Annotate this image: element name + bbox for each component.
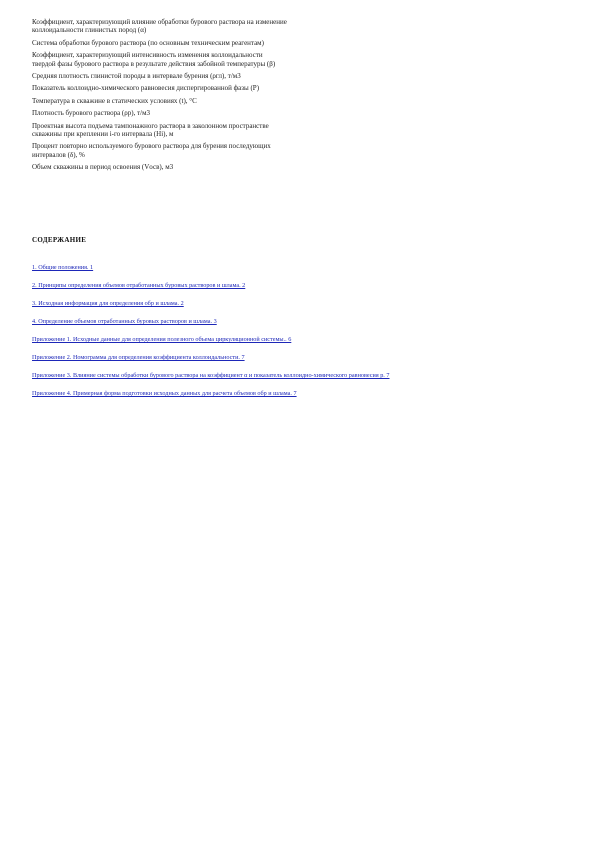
toc-item — [32, 382, 452, 400]
toc-link[interactable]: Приложение 2. Номограмма для определения коэффициента коллоидальности. 7 — [32, 354, 245, 361]
toc-item — [32, 274, 452, 292]
toc-link[interactable]: 2. Принципы определения объемов отработанных буровых растворов и шлама. 2 — [32, 282, 246, 289]
toc-link[interactable]: Приложение 1. Исходные данные для определения полезного объема циркуляционной системы.. 6 — [32, 336, 292, 343]
toc-heading: СОДЕРЖАНИЕ — [32, 236, 87, 244]
toc-item — [32, 328, 452, 346]
term-item: Коэффициент, характеризующий влияние обработки бурового раствора на изменение коллоидальности глинистых пород (α) — [32, 18, 287, 35]
term-item: Средняя плотность глинистой породы в интервале бурения (ρгл), т/м3 — [32, 72, 241, 81]
term-list — [32, 18, 288, 176]
toc-item — [32, 256, 452, 274]
toc-link[interactable]: Приложение 4. Примерная форма подготовки исходных данных для расчета объемов обр и шлама. 7 — [32, 390, 297, 397]
toc-item — [32, 292, 452, 310]
toc-item — [32, 346, 452, 364]
term-item: Процент повторно используемого бурового раствора для бурения последующих интервалов (δ), % — [32, 142, 271, 159]
term-item: Объем скважины в период освоения (Vосв), м3 — [32, 163, 174, 172]
toc-link[interactable]: 3. Исходная информация для определения обр и шлама. 2 — [32, 300, 184, 307]
term-item: Температура в скважине в статических условиях (t), °С — [32, 96, 197, 105]
term-item: Плотность бурового раствора (ρр), т/м3 — [32, 109, 151, 118]
term-item: Коэффициент, характеризующий интенсивность изменения коллоидальности твердой фазы бурового раствора в результате действия забойной температуры (β) — [32, 51, 276, 68]
toc-item — [32, 364, 452, 382]
toc-item — [32, 310, 452, 328]
term-item: Показатель коллоидно-химического равновесия диспергированной фазы (P) — [32, 84, 260, 93]
toc-link[interactable]: 4. Определение объемов отработанных буровых растворов и шлама. 3 — [32, 318, 217, 325]
toc-link[interactable]: Приложение 3. Влияние системы обработки бурового раствора на коэффициент α и показатель коллоидно-химического равновесия р. 7 — [32, 372, 390, 379]
term-item: Проектная высота подъема тампонажного раствора в заколонном пространстве скважины при креплении i-го интервала (Hi), м — [32, 121, 269, 139]
toc-link[interactable]: 1. Общие положения. 1 — [32, 264, 94, 271]
table-of-contents — [32, 256, 452, 400]
term-item: Система обработки бурового раствора (по основным техническим реагентам) — [32, 38, 264, 47]
